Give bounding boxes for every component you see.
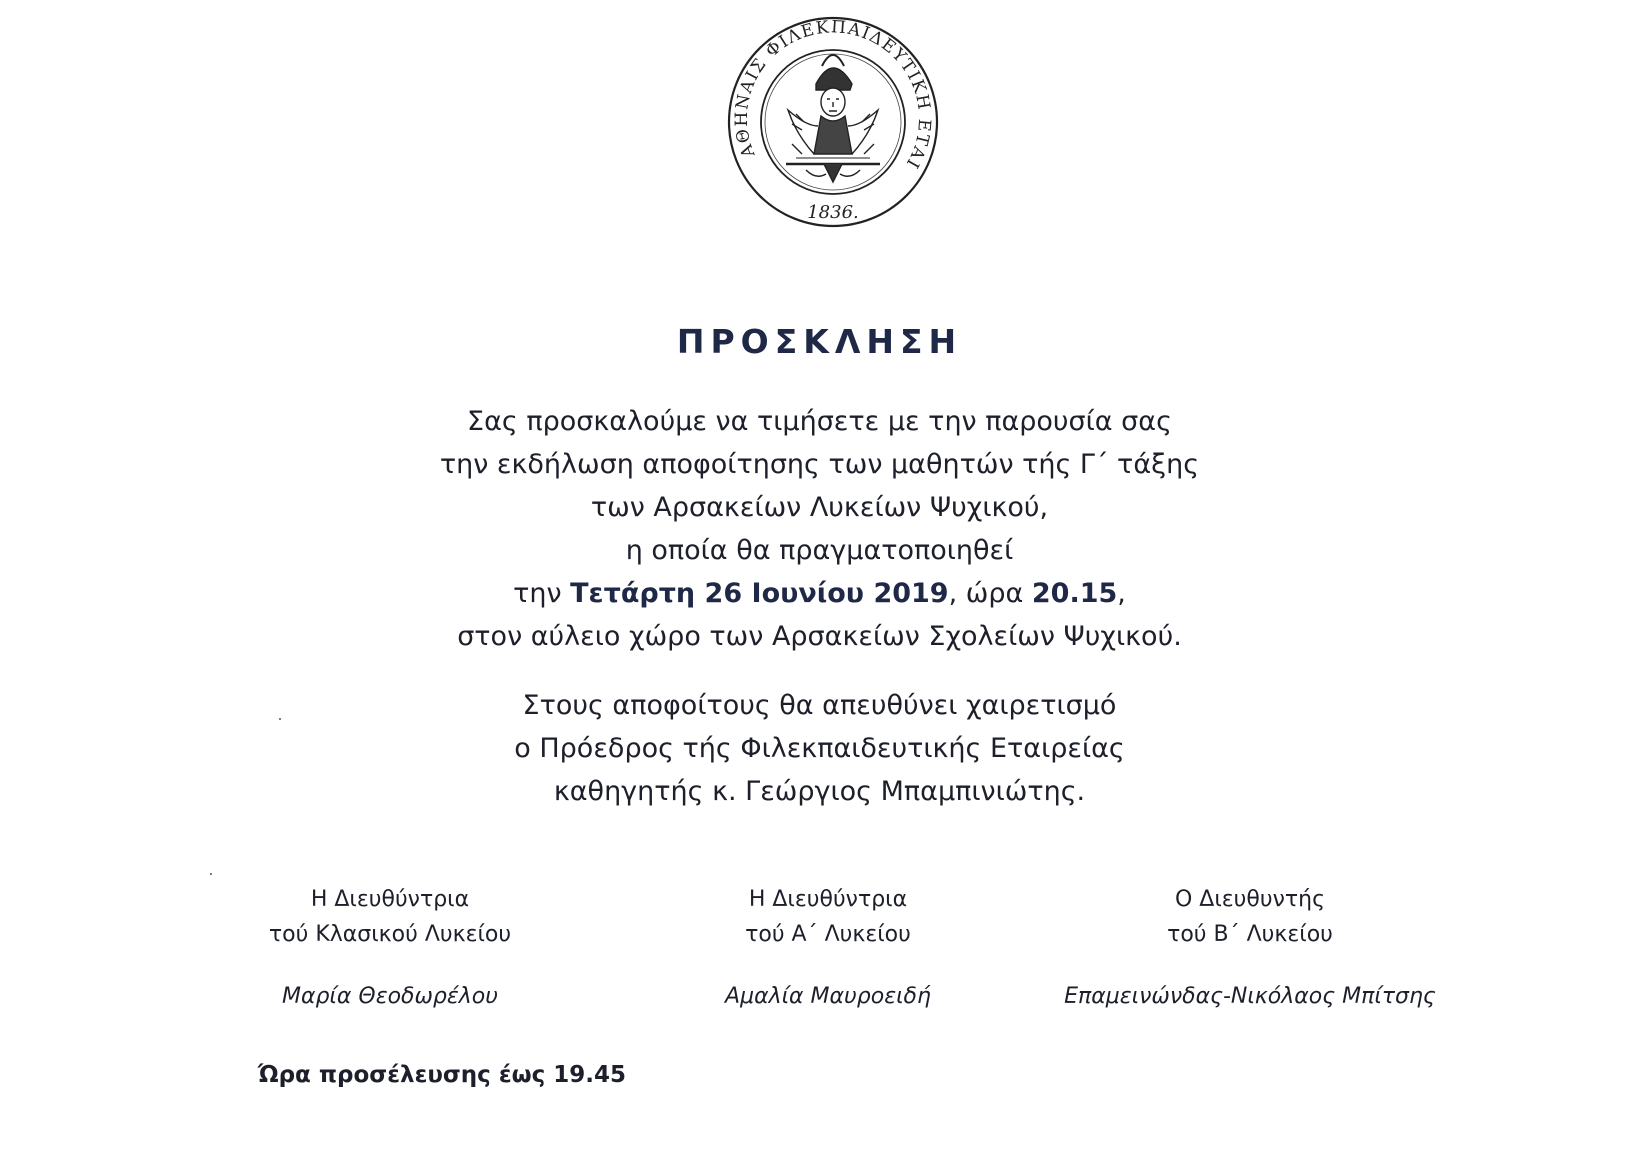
signatory-b-lyceum [1040, 882, 1460, 1014]
signatory-school: τού Α΄ Λυκείου [745, 922, 911, 947]
invitation-line-3: των Αρσακείων Λυκείων Ψυχικού, [590, 492, 1049, 523]
invitation-line-1: Σας προσκαλούμε να τιμήσετε με την παρουσία σας [467, 406, 1172, 437]
greeting-line-3: καθηγητής κ. Γεώργιος Μπαμπινιώτης. [553, 776, 1086, 807]
signatory-role: Ο Διευθυντής [1174, 887, 1325, 912]
seal-motto: ΑΘΗΝΑΙΣ ΦΙΛΕΚΠΑΙΔΕΥΤΙΚΗ ΕΤΑΙ [731, 17, 935, 173]
greeting-text [0, 684, 1639, 813]
greeting-line-2: ο Πρόεδρος τής Φιλεκπαιδευτικής Εταιρείας [514, 733, 1125, 764]
signatory-name: Μαρία Θεοδωρέλου [281, 984, 498, 1009]
signatory-a-lyceum [668, 882, 988, 1014]
signatory-role: Η Διευθύντρια [748, 887, 908, 912]
invitation-title: ΠΡΟΣΚΛΗΣΗ [676, 322, 963, 361]
time-prefix: , ώρα [948, 578, 1032, 609]
scan-speck [210, 873, 212, 875]
seal-year: 1836. [807, 202, 859, 223]
invitation-line-2: την εκδήλωση αποφοίτησης των μαθητών τής Γ΄ τάξης [439, 449, 1200, 480]
signatory-name: Επαμεινώνδας-Νικόλαος Μπίτσης [1064, 984, 1436, 1009]
line-5-suffix: , [1117, 578, 1126, 609]
invitation-line-4: η οποία θα πραγματοποιηθεί [625, 535, 1014, 566]
invitation-text [0, 400, 1639, 658]
arrival-time-note: Ώρα προσέλευσης έως 19.45 [258, 1062, 627, 1088]
signatory-name: Αμαλία Μαυροειδή [725, 984, 931, 1009]
event-time: 20.15 [1031, 578, 1118, 609]
invitation-line-5 [0, 572, 1639, 615]
date-prefix: την [513, 578, 571, 609]
event-date: Τετάρτη 26 Ιουνίου 2019 [570, 578, 949, 609]
signatory-role: Η Διευθύντρια [310, 887, 470, 912]
signatory-school: τού Κλασικού Λυκείου [268, 922, 512, 947]
signatory-school: τού Β΄ Λυκείου [1167, 922, 1333, 947]
scan-speck [279, 718, 281, 720]
seal-emblem [726, 14, 940, 234]
athena-figure-icon [786, 55, 880, 182]
signatory-classical-lyceum [230, 882, 550, 1014]
greeting-line-1: Στους αποφοίτους θα απευθύνει χαιρετισμό [522, 690, 1117, 721]
society-seal [726, 14, 940, 234]
invitation-line-6: στον αύλειο χώρο των Αρσακείων Σχολείων Ψυχικού. [457, 621, 1182, 652]
